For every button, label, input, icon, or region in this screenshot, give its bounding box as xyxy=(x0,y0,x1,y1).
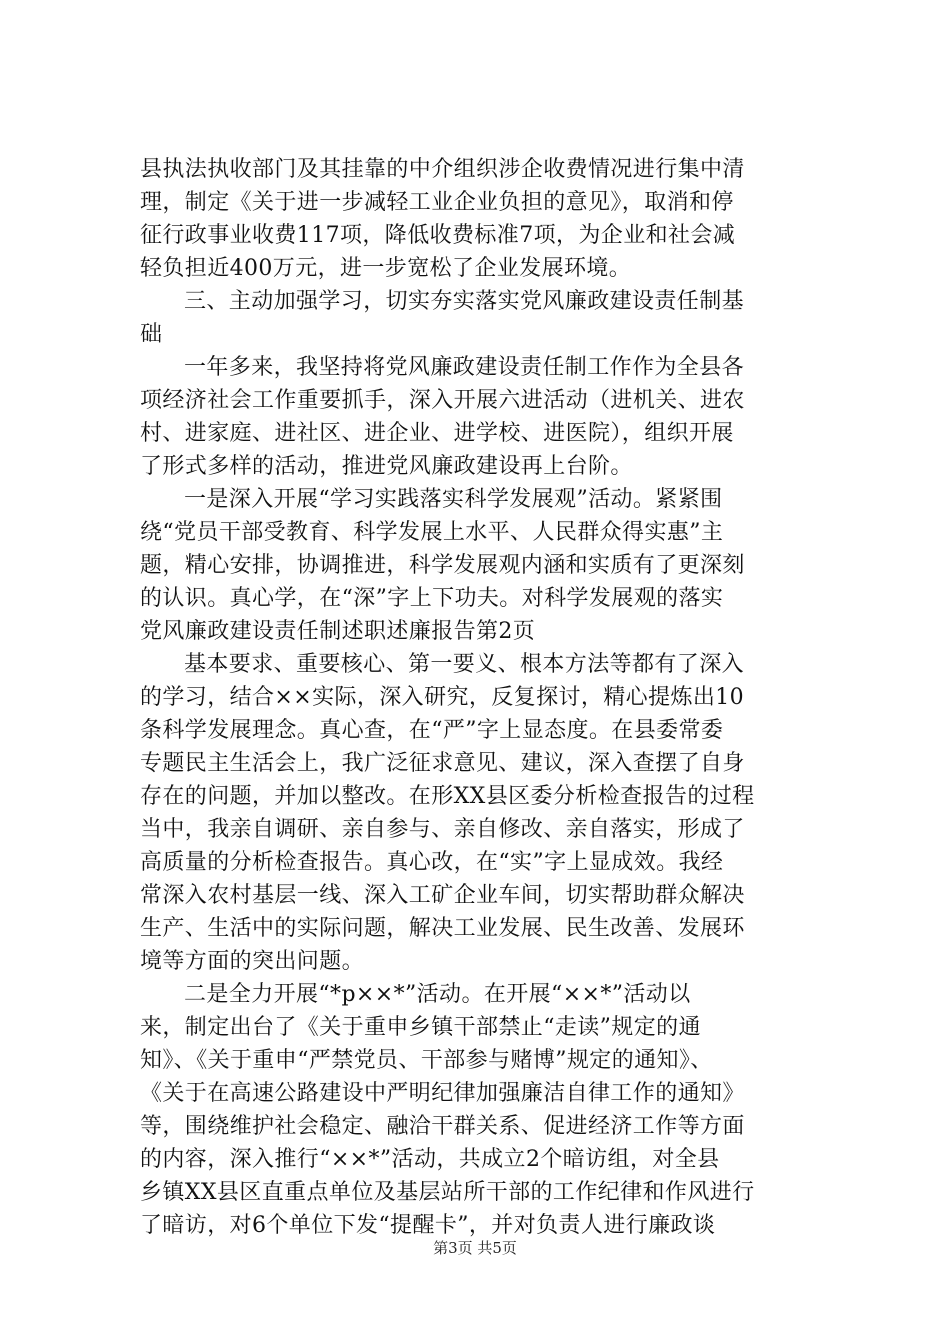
text-line: 存在的问题，并加以整改。在形XX县区委分析检查报告的过程 xyxy=(140,784,755,809)
text-line: 了形式多样的活动，推进党风廉政建设再上台阶。 xyxy=(140,454,633,479)
text-line: 乡镇XX县区直重点单位及基层站所干部的工作纪律和作风进行 xyxy=(140,1180,755,1205)
text-line: 题，精心安排，协调推进，科学发展观内涵和实质有了更深刻 xyxy=(140,553,745,578)
text-line: 境等方面的突出问题。 xyxy=(140,949,365,974)
text-line: 二是全力开展“*p××*”活动。在开展“××*”活动以 xyxy=(184,982,691,1007)
document-body xyxy=(140,153,840,1242)
text-line: 了暗访，对6个单位下发“提醒卡”，并对负责人进行廉政谈 xyxy=(140,1213,716,1238)
text-line: 县执法执收部门及其挂靠的中介组织涉企收费情况进行集中清 xyxy=(140,157,745,182)
page-footer: 第3页 共5页 xyxy=(433,1239,517,1257)
text-line: 的学习，结合××实际，深入研究，反复探讨，精心提炼出10 xyxy=(140,685,745,710)
text-line: 的内容，深入推行“××*”活动，共成立2个暗访组，对全县 xyxy=(140,1147,720,1172)
text-line: 绕“党员干部受教育、科学发展上水平、人民群众得实惠”主 xyxy=(140,520,724,545)
text-line: 常深入农村基层一线、深入工矿企业车间，切实帮助群众解决 xyxy=(140,883,745,908)
text-line: 项经济社会工作重要抓手，深入开展六进活动（进机关、进农 xyxy=(140,388,745,413)
text-line: 础 xyxy=(140,322,163,347)
text-line: 的认识。真心学，在“深”字上下功夫。对科学发展观的落实 xyxy=(140,586,724,611)
text-line: 高质量的分析检查报告。真心改，在“实”字上显成效。我经 xyxy=(140,850,724,875)
text-line: 《关于在高速公路建设中严明纪律加强廉洁自律工作的通知》 xyxy=(140,1081,745,1106)
text-line: 知》、《关于重申“严禁党员、干部参与赌博”规定的通知》、 xyxy=(140,1048,713,1073)
text-line: 村、进家庭、进社区、进企业、进学校、进医院），组织开展 xyxy=(140,421,734,446)
text-line: 条科学发展理念。真心查，在“严”字上显态度。在县委常委 xyxy=(140,718,724,743)
text-line: 等，围绕维护社会稳定、融洽干群关系、促进经济工作等方面 xyxy=(140,1114,745,1139)
text-line: 三、主动加强学习，切实夯实落实党风廉政建设责任制基 xyxy=(184,289,745,314)
text-line: 专题民主生活会上，我广泛征求意见、建议，深入查摆了自身 xyxy=(140,751,745,776)
text-line: 征行政事业收费117项，降低收费标准7项，为企业和社会减 xyxy=(140,223,736,248)
text-line: 来，制定出台了《关于重申乡镇干部禁止“走读”规定的通 xyxy=(140,1015,701,1040)
text-line: 生产、生活中的实际问题，解决工业发展、民生改善、发展环 xyxy=(140,916,745,941)
text-line: 理，制定《关于进一步减轻工业企业负担的意见》，取消和停 xyxy=(140,190,734,215)
text-line: 基本要求、重要核心、第一要义、根本方法等都有了深入 xyxy=(184,652,745,677)
text-line: 一年多来，我坚持将党风廉政建设责任制工作作为全县各 xyxy=(184,355,745,380)
text-line: 轻负担近400万元，进一步宽松了企业发展环境。 xyxy=(140,256,632,281)
text-line: 当中，我亲自调研、亲自参与、亲自修改、亲自落实，形成了 xyxy=(140,817,745,842)
text-line: 一是深入开展“学习实践落实科学发展观”活动。紧紧围 xyxy=(184,487,723,512)
text-line: 党风廉政建设责任制述职述廉报告第2页 xyxy=(140,619,536,644)
